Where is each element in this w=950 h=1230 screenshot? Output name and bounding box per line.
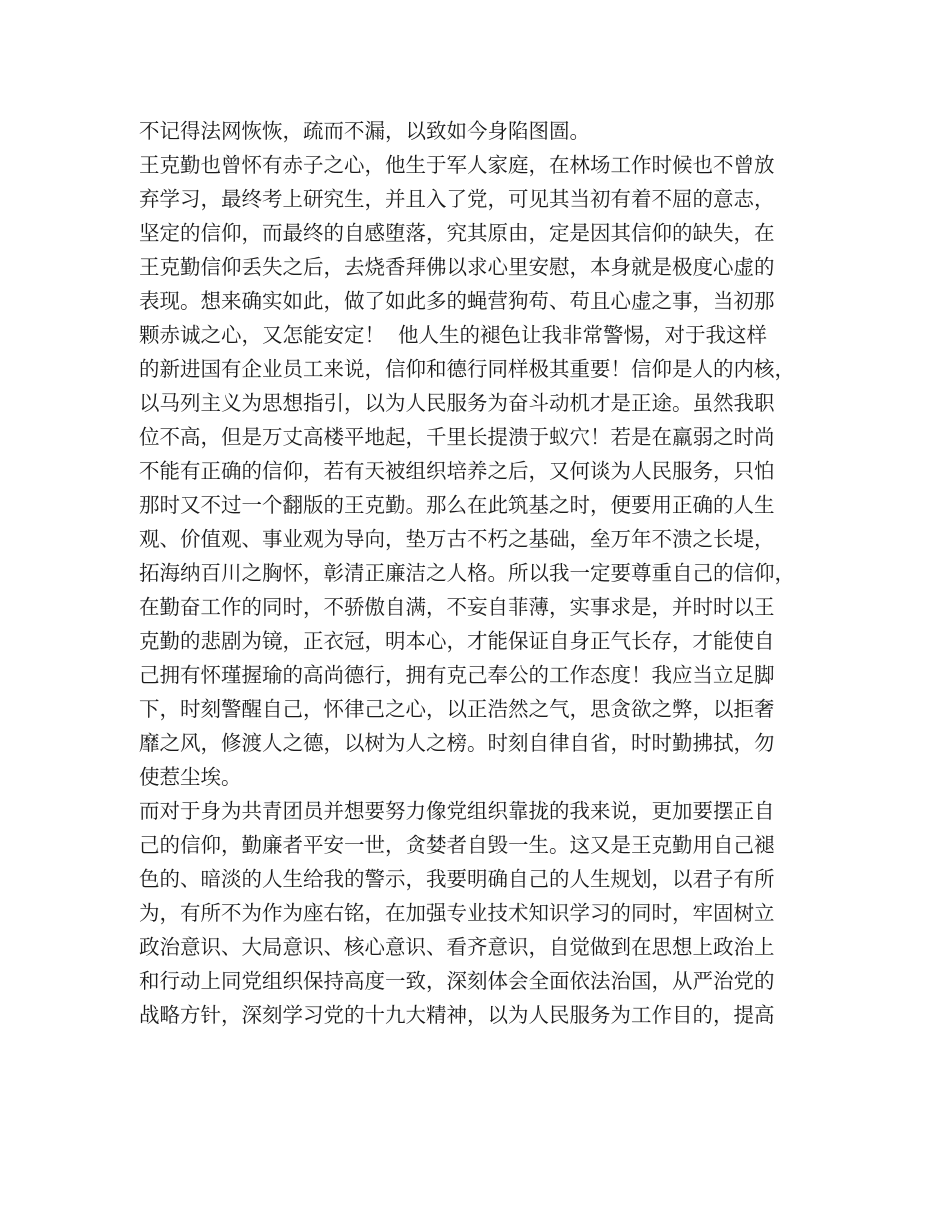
text-line: 王克勤也曾怀有赤子之心，他生于军人家庭，在林场工作时候也不曾放 [139,153,775,177]
text-line: 的新进国有企业员工来说，信仰和德行同样极其重要！信仰是人的内核， [139,357,795,381]
text-line: 克勤的悲剧为镜，正衣冠，明本心，才能保证自身正气长存，才能使自 [139,629,775,653]
text-line: 以马列主义为思想指引，以为人民服务为奋斗动机才是正途。虽然我职 [139,391,775,415]
text-line: 和行动上同党组织保持高度一致，深刻体会全面依法治国，从严治党的 [139,969,775,993]
text-line: 位不高，但是万丈高楼平地起，千里长提溃于蚁穴！若是在羸弱之时尚 [139,425,775,449]
text-line: 战略方针，深刻学习党的十九大精神，以为人民服务为工作目的，提高 [139,1003,775,1027]
text-line: 在勤奋工作的同时，不骄傲自满，不妄自菲薄，实事求是，并时时以王 [139,595,775,619]
text-line: 那时又不过一个翻版的王克勤。那么在此筑基之时，便要用正确的人生 [139,493,775,517]
text-line: 不能有正确的信仰，若有天被组织培养之后，又何谈为人民服务，只怕 [139,459,775,483]
text-line: 使惹尘埃。 [139,765,242,789]
text-line: 政治意识、大局意识、核心意识、看齐意识，自觉做到在思想上政治上 [139,935,775,959]
text-line: 不记得法网恢恢，疏而不漏，以致如今身陷图圄。 [139,119,590,143]
text-line: 拓海纳百川之胸怀，彰清正廉洁之人格。所以我一定要尊重自己的信仰， [139,561,795,585]
text-line: 己的信仰，勤廉者平安一世，贪婪者自毁一生。这又是王克勤用自己褪 [139,833,775,857]
text-line: 下，时刻警醒自己，怀律己之心，以正浩然之气，思贪欲之弊，以拒奢 [139,697,775,721]
text-line: 弃学习，最终考上研究生，并且入了党，可见其当初有着不屈的意志， [139,187,775,211]
text-line: 为，有所不为作为座右铭，在加强专业技术知识学习的同时，牢固树立 [139,901,775,925]
text-line: 王克勤信仰丢失之后，去烧香拜佛以求心里安慰，本身就是极度心虚的 [139,255,775,279]
text-line: 观、价值观、事业观为导向，垫万古不朽之基础，垒万年不溃之长堤， [139,527,775,551]
text-line: 颗赤诚之心，又怎能安定！ 他人生的褪色让我非常警惕，对于我这样 [139,323,768,347]
text-line: 靡之风，修渡人之德，以树为人之榜。时刻自律自省，时时勤拂拭，勿 [139,731,775,755]
document-body [139,114,829,1032]
text-line: 己拥有怀瑾握瑜的高尚德行，拥有克己奉公的工作态度！我应当立足脚 [139,663,775,687]
text-line: 而对于身为共青团员并想要努力像党组织靠拢的我来说，更加要摆正自 [139,799,775,823]
text-line: 色的、暗淡的人生给我的警示，我要明确自己的人生规划，以君子有所 [139,867,775,891]
text-line: 表现。想来确实如此，做了如此多的蝇营狗苟、苟且心虚之事，当初那 [139,289,775,313]
text-line: 坚定的信仰，而最终的自感堕落，究其原由，定是因其信仰的缺失，在 [139,221,775,245]
